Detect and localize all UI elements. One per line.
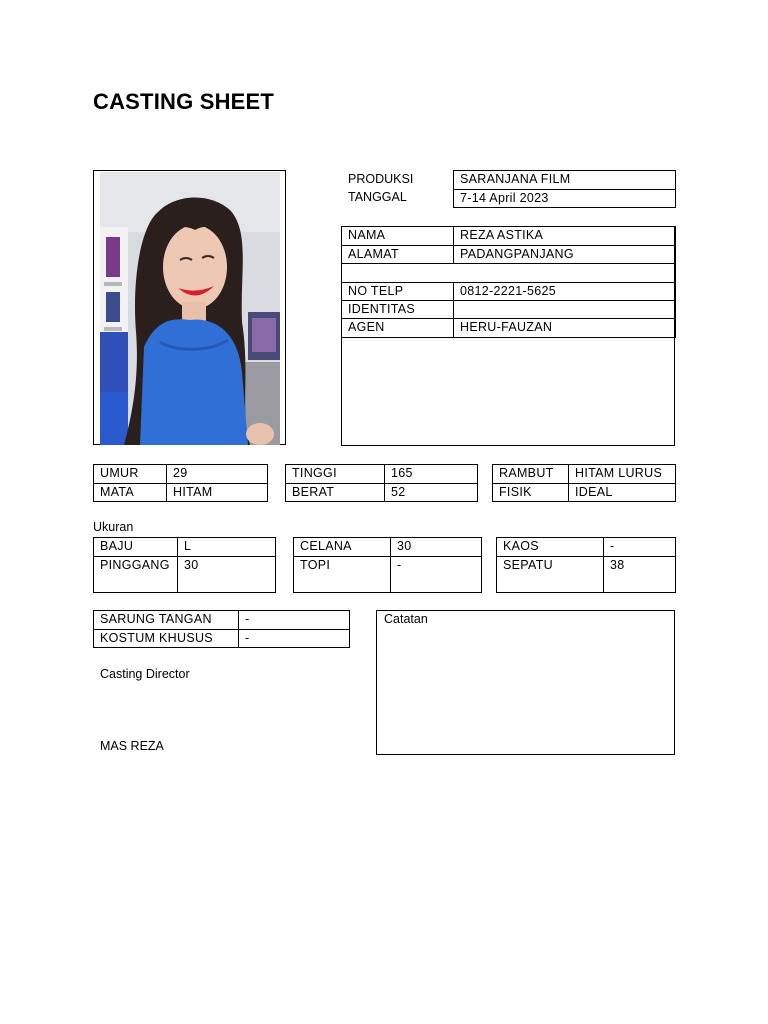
baju-value: L <box>178 538 276 557</box>
fisik-label: FISIK <box>493 484 569 502</box>
accessories-table <box>93 610 350 648</box>
sarung-value: - <box>239 611 350 630</box>
size-table-1 <box>93 537 276 593</box>
size-table-3 <box>496 537 676 593</box>
kaos-value: - <box>604 538 676 557</box>
pinggang-label: PINGGANG <box>94 557 178 593</box>
sepatu-label: SEPATU <box>497 557 604 593</box>
pinggang-value: 30 <box>178 557 276 593</box>
height-weight-table <box>285 464 478 502</box>
tanggal-value: 7-14 April 2023 <box>454 190 676 208</box>
sepatu-value: 38 <box>604 557 676 593</box>
ukuran-heading: Ukuran <box>93 520 134 534</box>
baju-label: BAJU <box>94 538 178 557</box>
size-table-2 <box>293 537 482 593</box>
identitas-value <box>454 301 676 319</box>
kostum-label: KOSTUM KHUSUS <box>94 630 239 648</box>
director-name: MAS REZA <box>100 739 164 753</box>
rambut-value: HITAM LURUS <box>569 465 676 484</box>
production-table <box>453 170 676 208</box>
umur-label: UMUR <box>94 465 167 484</box>
personal-info-table <box>341 226 676 338</box>
identitas-label: IDENTITAS <box>342 301 454 319</box>
telp-value: 0812-2221-5625 <box>454 283 676 301</box>
rambut-label: RAMBUT <box>493 465 569 484</box>
nama-value: REZA ASTIKA <box>454 227 676 246</box>
topi-value: - <box>391 557 482 593</box>
portrait-photo <box>93 170 286 445</box>
tinggi-label: TINGGI <box>286 465 385 484</box>
nama-label: NAMA <box>342 227 454 246</box>
celana-label: CELANA <box>294 538 391 557</box>
tinggi-value: 165 <box>385 465 478 484</box>
topi-label: TOPI <box>294 557 391 593</box>
fisik-value: IDEAL <box>569 484 676 502</box>
agen-value: HERU-FAUZAN <box>454 319 676 338</box>
umur-value: 29 <box>167 465 268 484</box>
kaos-label: KAOS <box>497 538 604 557</box>
produksi-label: PRODUKSI <box>348 172 414 186</box>
mata-value: HITAM <box>167 484 268 502</box>
age-eye-table <box>93 464 268 502</box>
portrait-image <box>100 172 280 445</box>
mata-label: MATA <box>94 484 167 502</box>
telp-label: NO TELP <box>342 283 454 301</box>
produksi-value: SARANJANA FILM <box>454 171 676 190</box>
alamat-label: ALAMAT <box>342 246 454 264</box>
director-label: Casting Director <box>100 667 190 681</box>
blank-row <box>342 264 676 283</box>
celana-value: 30 <box>391 538 482 557</box>
notes-box <box>376 610 675 755</box>
notes-label: Catatan <box>384 612 428 626</box>
alamat-value: PADANGPANJANG <box>454 246 676 264</box>
sarung-label: SARUNG TANGAN <box>94 611 239 630</box>
tanggal-label: TANGGAL <box>348 190 407 204</box>
berat-value: 52 <box>385 484 478 502</box>
hair-build-table <box>492 464 676 502</box>
kostum-value: - <box>239 630 350 648</box>
agen-label: AGEN <box>342 319 454 338</box>
page-title: CASTING SHEET <box>93 89 275 114</box>
berat-label: BERAT <box>286 484 385 502</box>
